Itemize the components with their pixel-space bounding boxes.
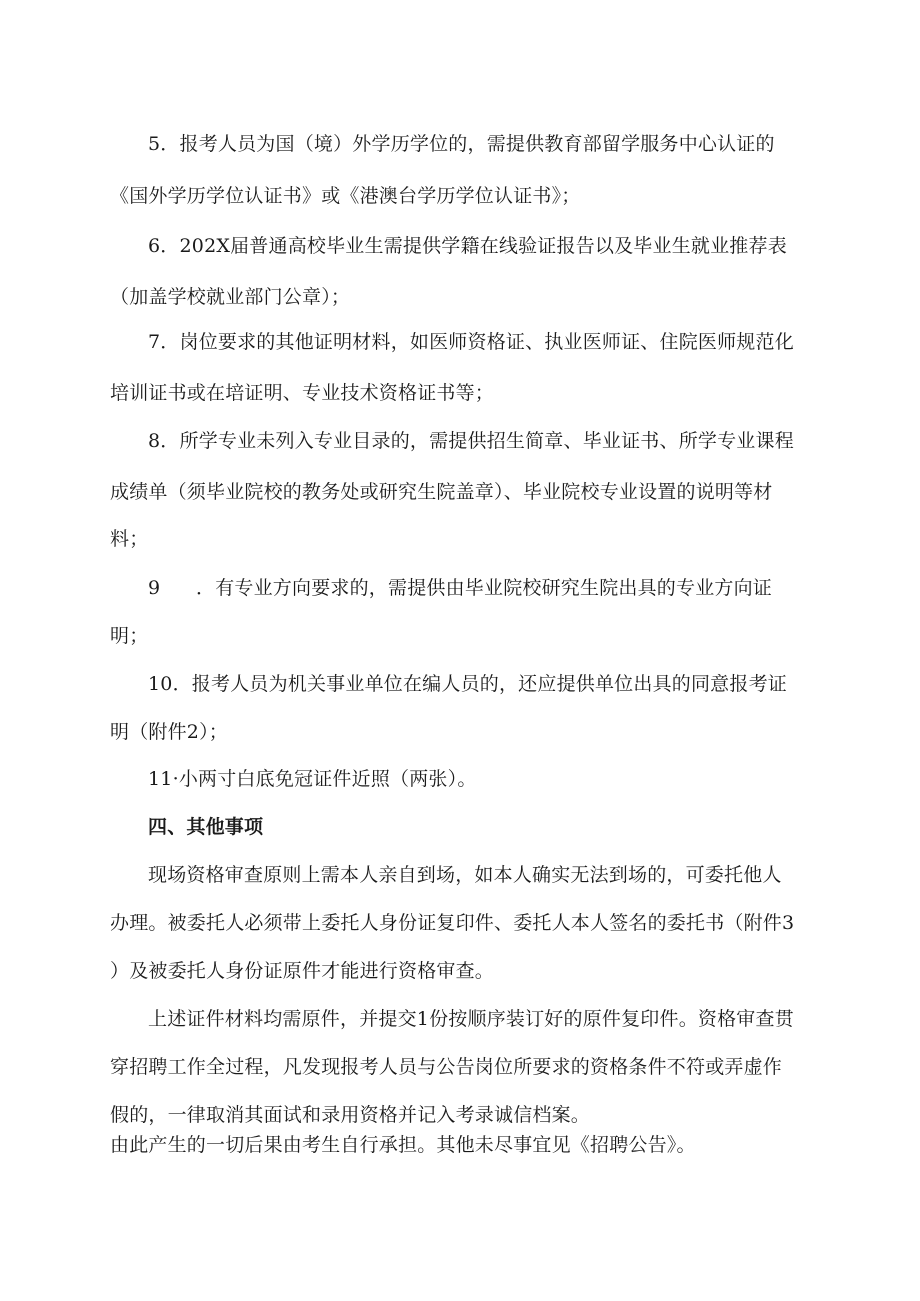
item-9-line-2: 明；	[110, 625, 149, 647]
item-5-line-2: 《国外学历学位认证书》或《港澳台学历学位认证书》；	[110, 185, 581, 207]
item-8-line-1	[148, 426, 794, 456]
item-5-line-1	[148, 129, 775, 159]
item-5-number: 5	[148, 133, 161, 155]
paragraph-1-line-2: 办理。被委托人必须带上委托人身份证复印件、委托人本人签名的委托书（附件3	[110, 912, 795, 934]
item-7-text: ．岗位要求的其他证明材料，如医师资格证、执业医师证、住院医师规范化	[160, 331, 794, 353]
paragraph-1-line-1: 现场资格审查原则上需本人亲自到场，如本人确实无法到场的，可委托他人	[148, 864, 782, 886]
item-11-line: 11·小两寸白底免冠证件近照（两张）。	[148, 768, 477, 790]
paragraph-2-line-4: 由此产生的一切后果由考生自行承担。其他未尽事宜见《招聘公告》。	[110, 1134, 696, 1156]
item-7-number: 7	[148, 331, 161, 353]
item-10-line-1	[148, 669, 787, 699]
item-10-text: ．报考人员为机关事业单位在编人员的，还应提供单位出具的同意报考证	[172, 673, 787, 695]
item-5-text: ．报考人员为国（境）外学历学位的，需提供教育部留学服务中心认证的	[160, 133, 775, 155]
item-8-number: 8	[148, 430, 161, 452]
item-7-line-2: 培训证书或在培证明、专业技术资格证书等；	[110, 382, 495, 404]
section-heading: 四、其他事项	[148, 816, 264, 838]
item-10-line-2: 明（附件2）；	[110, 721, 228, 743]
item-6-line-1	[148, 231, 787, 261]
item-8-text: ．所学专业未列入专业目录的，需提供招生简章、毕业证书、所学专业课程	[160, 430, 794, 452]
item-8-line-2: 成绩单（须毕业院校的教务处或研究生院盖章）、毕业院校专业设置的说明等材	[110, 481, 773, 503]
item-7-line-1	[148, 327, 794, 357]
paragraph-2-line-1: 上述证件材料均需原件，并提交1份按顺序装订好的原件复印件。资格审查贯	[148, 1008, 794, 1030]
item-9-number: 9	[148, 577, 161, 599]
item-6-number: 6	[148, 235, 161, 257]
item-6-line-2: （加盖学校就业部门公章）；	[110, 286, 351, 308]
item-9-text: ．有专业方向要求的，需提供由毕业院校研究生院出具的专业方向证	[196, 577, 773, 599]
item-10-number: 10	[148, 673, 173, 695]
paragraph-2-line-3: 假的，一律取消其面试和录用资格并记入考录诚信档案。	[110, 1104, 591, 1126]
item-9-line-1	[148, 573, 772, 603]
item-8-line-3: 料；	[110, 528, 149, 550]
paragraph-1-line-3: ）及被委托人身份证原件才能进行资格审查。	[110, 960, 495, 982]
paragraph-2-line-2: 穿招聘工作全过程，凡发现报考人员与公告岗位所要求的资格条件不符或弄虚作	[110, 1056, 783, 1078]
item-6-text: ．202X届普通高校毕业生需提供学籍在线验证报告以及毕业生就业推荐表	[160, 235, 787, 257]
